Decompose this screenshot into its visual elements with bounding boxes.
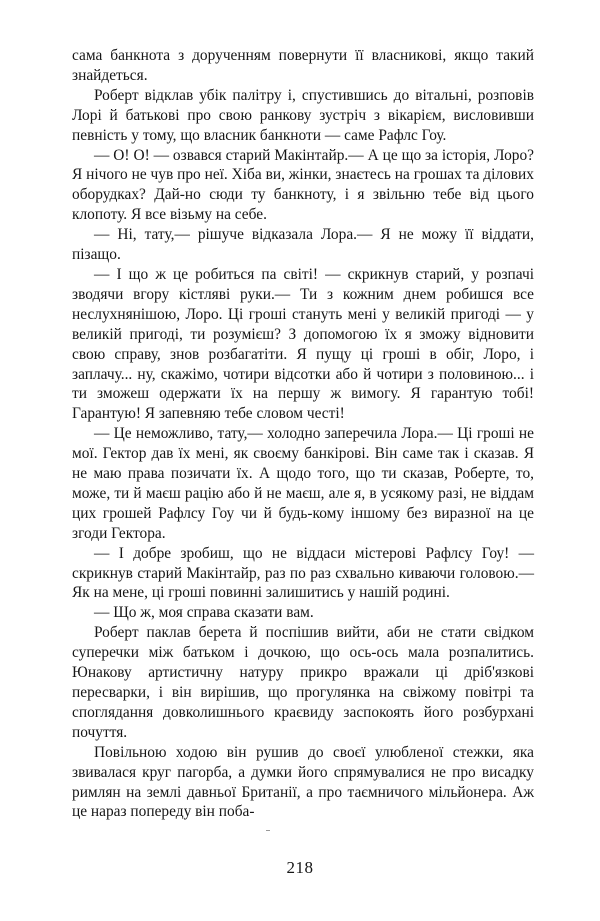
paragraph-6: — Це неможливо, тату,— холодно заперечила Лора.— Ці гроші не мої. Гектор дав їх мені, як своєму банкірові. Він саме так і сказав. Я не маю права позичати їх. А щодо того, що ти сказав, Роберте, то, може, ти й маєш рацію або й не маєш, але я, в усякому разі, не віддам цих грошей Рафлсу Гоу чи й будь-кому іншому без виразної на це згоди Гектора.	[72, 425, 534, 542]
body-text	[72, 46, 534, 822]
paragraph-1: сама банкнота з дорученням повернути її власникові, якщо такий знайдеться.	[72, 47, 534, 84]
paragraph-4: — Ні, тату,— рішуче відказала Лора.— Я не можу її віддати, пізащо.	[72, 226, 534, 264]
page-number: 218	[286, 858, 314, 877]
paragraph-5: — І що ж це робиться па світі! — скрикнув старий, у розпачі зводячи вгору кістляві руки.— Ти з кожним днем робишся все неслухнянішою, Лоро. Ці гроші стануть мені у великій пригоді — у великій пригоді, ти розумієш? З допомогою їх я зможу відновити свою справу, знов розбагатіти. Я пущу ці гроші в обіг, Лоро, і заплачу... ну, скажімо, чотири відсотки або й чотири з половиною... і ти зможеш одержати їх на першу ж вимогу. Я гарантую тобі! Гарантую! Я запевняю тебе словом честі!	[72, 265, 534, 423]
paragraph-7: — І добре зробиш, що не віддаси містерові Рафлсу Гоу! — скрикнув старий Макінтайр, раз по раз схвально киваючи головою.— Як на мене, ці гроші повинні залишитись у нашій родині.	[72, 544, 534, 602]
paragraph-3: — О! О! — озвався старий Макінтайр.— А це що за історія, Лоро? Я нічого не чув про неї. Хіба ви, жінки, знаєтесь на грошах та ділових оборудках? Дай-но сюди ту банкноту, і я звільню тебе від цього клопоту. Я все візьму на себе.	[72, 146, 534, 224]
paragraph-2: Роберт відклав убік палітру і, спустившись до вітальні, розповів Лорі й батькові про свою ранкову зустріч з вікарієм, висловивши певність у тому, що власник банкноти — саме Рафлс Гоу.	[72, 86, 534, 144]
print-speck	[266, 830, 270, 831]
paragraph-8: — Що ж, моя справа сказати вам.	[94, 604, 314, 622]
paragraph-9: Роберт паклав берета й поспішив вийти, аби не стати свідком суперечки між батьком і дочкою, що ось-ось мала розпалитись. Юнакову артистичну натуру прикро вражали ці дріб'язкові пересварки, і він вирішив, що прогулянка на свіжому повітрі та споглядання довколишнього краєвиду заспокоять його розбурхані почуття.	[72, 624, 534, 741]
paragraph-10: Повільною ходою він рушив до своєї улюбленої стежки, яка звивалася круг пагорба, а думки його спрямувалися не про висадку римлян на землі давньої Британії, а про таємничого мільйонера. Аж це нараз попереду він поба-	[72, 743, 534, 821]
